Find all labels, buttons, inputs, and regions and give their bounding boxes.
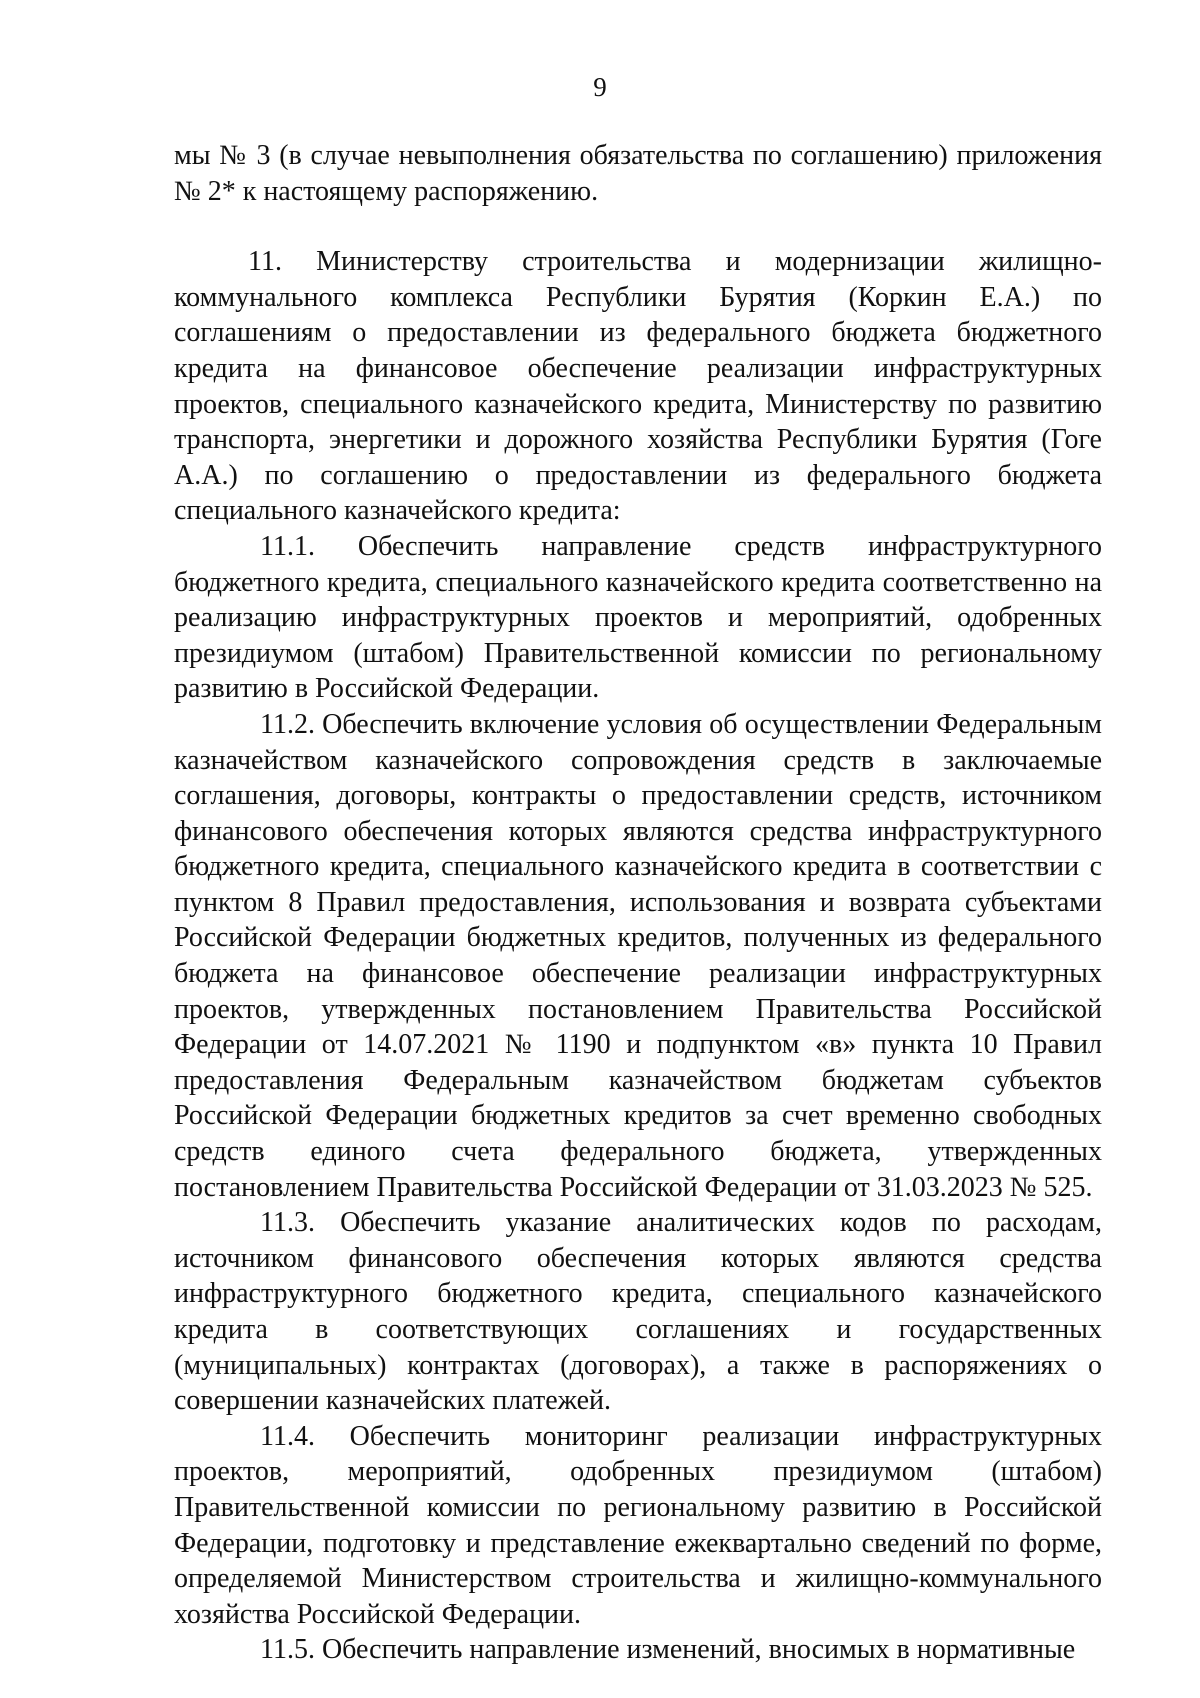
paragraph-11-4: 11.4. Обеспечить мониторинг реализации инфраструктурных проектов, мероприятий, одобренных президиумом (штабом) Правительственной комиссии по региональному развитию в Российской Федерации, подготовку и представление ежеквартально сведений по форме, определяемой Министерством строительства и жилищно-коммунального хозяйства Российской Федерации. [174,1420,1102,1630]
paragraph-11-5: 11.5. Обеспечить направление изменений, вносимых в нормативные [260,1634,1076,1666]
document-body [174,138,1102,1668]
paragraph-continuation: мы № 3 (в случае невыполнения обязательства по соглашению) приложения № 2* к настоящему распоряжению. [174,140,1102,207]
paragraph-11-2: 11.2. Обеспечить включение условия об осуществлении Федеральным казначейством казначейского сопровождения средств в заключаемые соглашения, договоры, контракты о предоставлении средств, источником финансового обеспечения которых являются средства инфраструктурного бюджетного кредита, специального казначейского кредита в соответствии с пунктом 8 Правил предоставления, использования и возврата субъектами Российской Федерации бюджетных кредитов, полученных из федерального бюджета на финансовое обеспечение реализации инфраструктурных проектов, утвержденных постановлением Правительства Российской Федерации от 14.07.2021 № 1190 и подпунктом «в» пункта 10 Правил предоставления Федеральным казначейством бюджетам субъектов Российской Федерации бюджетных кредитов за счет временно свободных средств единого счета федерального бюджета, утвержденных постановлением Правительства Российской Федерации от 31.03.2023 № 525. [174,708,1102,1203]
page-number: 9 [593,72,607,102]
paragraph-11-3: 11.3. Обеспечить указание аналитических кодов по расходам, источником финансового обеспечения которых являются средства инфраструктурного бюджетного кредита, специального казначейского кредита в соответствующих соглашениях и государственных (муниципальных) контрактах (договорах), а также в распоряжениях о совершении казначейских платежей. [174,1207,1102,1417]
paragraph-11-1: 11.1. Обеспечить направление средств инфраструктурного бюджетного кредита, специального казначейского кредита соответственно на реализацию инфраструктурных проектов и мероприятий, одобренных президиумом (штабом) Правительственной комиссии по региональному развитию в Российской Федерации. [174,530,1102,705]
paragraph-11: 11. Министерству строительства и модернизации жилищно-коммунального комплекса Республики Бурятия (Коркин Е.А.) по соглашениям о предоставлении из федерального бюджета бюджетного кредита на финансовое обеспечение реализации инфраструктурных проектов, специального казначейского кредита, Министерству по развитию транспорта, энергетики и дорожного хозяйства Республики Бурятия (Гоге А.А.) по соглашению о предоставлении из федерального бюджета специального казначейского кредита: [174,246,1102,527]
